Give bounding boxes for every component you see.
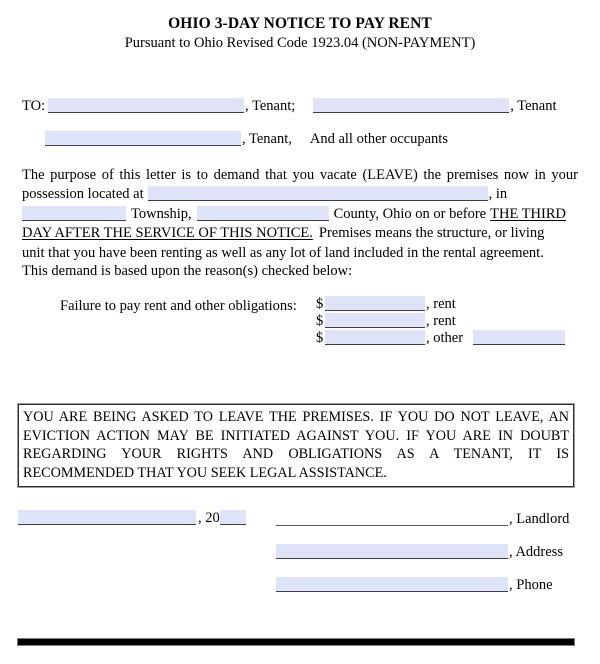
warning-box [17, 403, 575, 488]
deadline-emphasis-b: DAY AFTER THE SERVICE OF THIS NOTICE. [22, 225, 313, 242]
deadline-emphasis-a: THE THIRD [490, 205, 566, 222]
tenant-2-suffix: , Tenant [510, 98, 557, 114]
tenant-2-field[interactable] [313, 98, 509, 113]
tenant-1-suffix: , Tenant; [245, 98, 296, 114]
township-field[interactable] [22, 206, 126, 221]
premises-address-field[interactable] [148, 186, 488, 201]
amount-row-1 [316, 296, 565, 312]
other-amount-field[interactable] [325, 330, 425, 345]
tenant-1-field[interactable] [48, 98, 244, 113]
currency-symbol: $ [316, 330, 324, 346]
body-line-1: The purpose of this letter is to demand that you vacate (LEAVE) the premises now in your [22, 167, 578, 183]
amount-rows [316, 296, 565, 347]
landlord-label: , Landlord [509, 511, 570, 527]
warning-line-3: REGARDING YOUR RIGHTS AND OBLIGATIONS AS A TENANT, IT IS [23, 446, 569, 463]
recipients-row-1 [22, 96, 582, 116]
landlord-address-field[interactable] [276, 544, 508, 559]
title-block [0, 14, 600, 54]
amount-row-3 [316, 330, 565, 346]
amount-row-1-label: , rent [426, 296, 456, 312]
rent-amount-field-1[interactable] [325, 296, 425, 311]
landlord-row [276, 510, 571, 528]
reason-label-failure-to-pay: Failure to pay rent and other obligations: [60, 298, 297, 314]
bottom-divider-bar [17, 638, 575, 646]
county-label: County, Ohio on or before [333, 205, 487, 222]
warning-line-1: YOU ARE BEING ASKED TO LEAVE THE PREMISES. IF YOU DO NOT LEAVE, AN [23, 409, 569, 425]
all-other-occupants-text: And all other occupants [309, 131, 448, 147]
warning-box-inner [18, 404, 574, 487]
currency-symbol: $ [316, 296, 324, 312]
phone-label: , Phone [509, 577, 553, 593]
address-label: , Address [509, 544, 563, 560]
currency-symbol: $ [316, 313, 324, 329]
page-title: OHIO 3-DAY NOTICE TO PAY RENT [168, 15, 432, 32]
landlord-info-block [276, 510, 571, 594]
warning-text [23, 408, 569, 482]
tenant-3-field[interactable] [45, 131, 241, 146]
body-line-5: unit that you have been renting as well as any lot of land included in the rental agreement. [22, 244, 544, 261]
landlord-field[interactable] [276, 511, 508, 526]
body-line-4 [22, 224, 578, 243]
amount-row-2 [316, 313, 565, 329]
warning-line-4: RECOMMENDED THAT YOU SEEK LEGAL ASSISTANCE. [23, 464, 387, 481]
township-label: Township, [131, 205, 192, 222]
address-row [276, 543, 571, 561]
body-paragraph [22, 166, 578, 263]
rent-amount-field-2[interactable] [325, 313, 425, 328]
body-line-2 [22, 185, 578, 204]
warning-line-2: EVICTION ACTION MAY BE INITIATED AGAINST YOU. IF YOU ARE IN DOUBT [23, 427, 569, 444]
landlord-phone-field[interactable] [276, 577, 508, 592]
recipients-row-2 [22, 129, 582, 149]
located-at-prefix: possession located at [22, 186, 144, 203]
tenant-3-suffix: , Tenant, [242, 131, 292, 147]
date-row [18, 510, 246, 527]
demand-intro: This demand is based upon the reason(s) checked below: [22, 263, 353, 279]
recipients-section [22, 96, 582, 149]
phone-row [276, 576, 571, 594]
page-subtitle: Pursuant to Ohio Revised Code 1923.04 (NON-PAYMENT) [124, 35, 476, 52]
amount-row-3-label: , other [426, 330, 464, 346]
located-at-suffix: , in [488, 186, 508, 203]
date-field[interactable] [18, 510, 196, 525]
other-description-field[interactable] [473, 330, 565, 345]
county-field[interactable] [197, 206, 329, 221]
premises-definition-tail: Premises means the structure, or living [318, 225, 545, 242]
to-label: TO: [22, 98, 46, 114]
amount-row-2-label: , rent [426, 313, 456, 329]
date-separator: , 20 [198, 510, 220, 526]
body-line-3 [22, 205, 578, 224]
year-field[interactable] [220, 510, 246, 525]
